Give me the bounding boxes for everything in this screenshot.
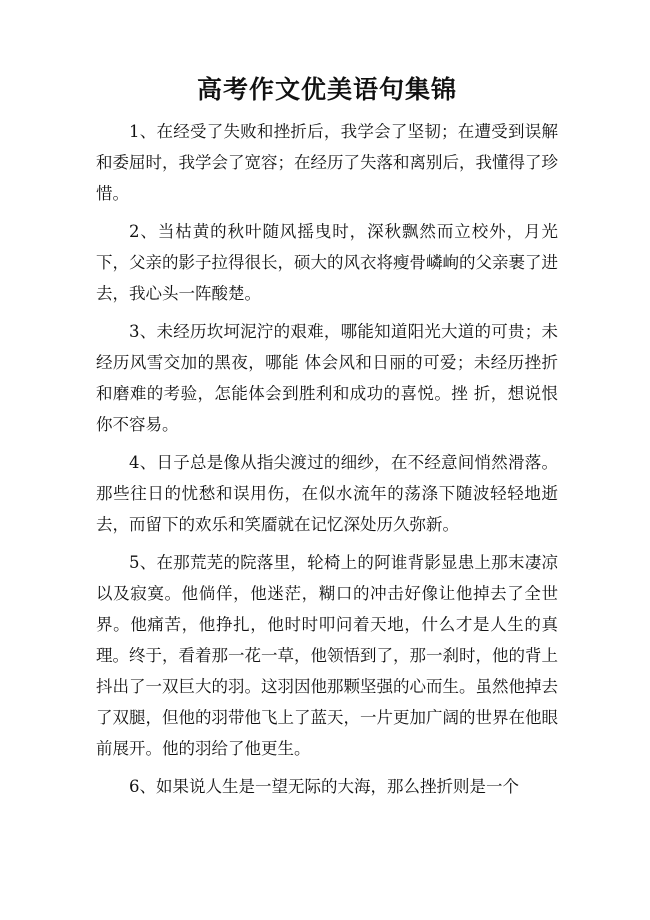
paragraph-3: 3、未经历坎坷泥泞的艰难，哪能知道阳光大道的可贵；未经历风雪交加的黑夜，哪能 体会风和日丽的可爱；未经历挫折和磨难的考验，怎能体会到胜利和成功的喜悦。挫 折，想说恨你不容易。	[96, 322, 558, 434]
page-title: 高考作文优美语句集锦	[196, 75, 457, 104]
paragraph-6: 6、如果说人生是一望无际的大海，那么挫折则是一个	[129, 777, 519, 796]
paragraph-1: 1、在经受了失败和挫折后，我学会了坚韧；在遭受到误解和委屈时，我学会了宽容；在经历了失落和离别后，我懂得了珍惜。	[96, 122, 558, 203]
document-page	[96, 72, 558, 809]
paragraph-5: 5、在那荒芜的院落里，轮椅上的阿谁背影显患上那末凄凉以及寂寞。他倘佯，他迷茫，糊口的冲击好像让他掉去了全世界。他痛苦，他挣扎，他时时叩问着天地，什么才是人生的真理。终于，看着那一花一草，他领悟到了，那一刹时，他的背上抖出了一双巨大的羽。这羽因他那颗坚强的心而生。虽然他掉去了双腿，但他的羽带他飞上了蓝天，一片更加广阔的世界在他眼前展开。他的羽给了他更生。	[96, 553, 558, 758]
paragraph-4: 4、日子总是像从指尖渡过的细纱，在不经意间悄然滑落。那些往日的忧愁和误用伤，在似水流年的荡涤下随波轻轻地逝去，而留下的欢乐和笑靥就在记忆深处历久弥新。	[96, 453, 558, 534]
paragraph-2: 2、当枯黄的秋叶随风摇曳时，深秋飘然而立校外，月光下，父亲的影子拉得很长，硕大的风衣将瘦骨嶙峋的父亲裹了进去，我心头一阵酸楚。	[96, 222, 558, 303]
